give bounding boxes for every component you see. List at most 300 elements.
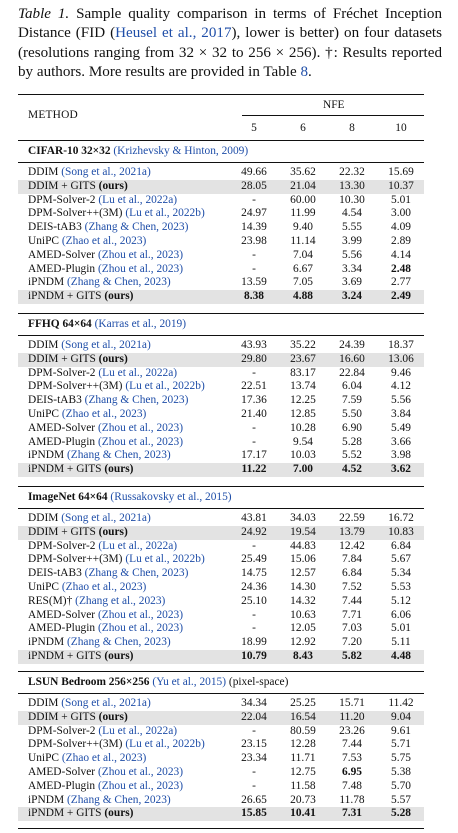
method-name: DDIM + GITS [28,710,96,723]
fid-value-cell: 6.67 [293,262,313,275]
method-citation-link[interactable]: (Lu et al., 2022a) [98,193,178,206]
method-citation-link[interactable]: (Zhang & Chen, 2023) [66,636,171,649]
fid-value-cell: 10.83 [388,525,414,538]
method-cell [28,738,205,752]
fid-value-cell: 5.50 [342,407,362,420]
fid-value-cell: 3.69 [342,276,362,289]
dataset-citation-link[interactable]: (Karras et al., 2019) [94,318,187,330]
method-name: DDIM [28,512,59,524]
fid-value-cell: 4.09 [391,221,411,234]
method-cell [28,166,151,180]
fid-value-cell: 35.62 [290,166,316,178]
fid-value-cell: 24.36 [241,580,267,593]
method-name: DDIM [28,166,59,178]
method-cell [28,339,151,353]
fid-value-cell: 12.05 [290,622,316,635]
fid-value-cell: 15.06 [290,553,316,566]
fid-value-cell: 3.00 [391,207,411,220]
table-row [18,697,424,711]
method-cell [28,367,177,381]
fid-value-cell: 25.49 [241,553,267,566]
method-citation-link[interactable]: (Zhang & Chen, 2023) [84,221,189,234]
method-cell [28,194,177,208]
table-row [18,622,424,636]
fid-value-cell: 9.54 [293,435,313,448]
fid-value-cell: 26.65 [241,793,267,806]
fid-value-cell: 17.36 [241,394,267,407]
fid-value-cell: 15.85 [241,807,267,820]
fid-value-cell: 9.46 [391,366,411,379]
table-row [18,512,424,526]
method-cell [28,622,183,636]
method-cell [28,449,171,463]
fid-value-cell: 2.49 [391,290,411,303]
table-row [18,725,424,739]
method-name: iPNDM [28,449,65,462]
table-row [18,636,424,650]
method-name: DPM-Solver-2 [28,193,96,206]
method-citation-link[interactable]: (Zhou et al., 2023) [97,608,184,621]
fid-value-cell: 7.03 [342,622,362,635]
table-row [18,540,424,554]
fid-value-cell: 11.99 [290,207,316,220]
fid-value-cell: 11.22 [241,463,267,476]
dataset-citation-link[interactable]: (Krizhevsky & Hinton, 2009) [113,145,249,157]
fid-value-cell: 34.03 [290,512,316,524]
ours-tag: (ours) [98,525,128,538]
section-rule [18,693,424,694]
fid-value-cell: 5.71 [391,738,411,751]
method-name: DEIS-tAB3 [28,221,82,234]
fid-value-cell: 43.81 [241,512,267,524]
fid-value-cell: 11.58 [290,779,316,792]
fid-value-cell: 5.49 [391,421,411,434]
fid-value-cell: 3.99 [342,234,362,247]
fid-value-cell: 29.80 [241,352,267,365]
fid-value-cell: 19.54 [290,525,316,538]
fid-value-cell: 80.59 [290,724,316,737]
fid-value-cell: - [252,724,256,737]
method-name: DPM-Solver-2 [28,366,96,379]
method-name: DDIM + GITS [28,352,96,365]
table-row [18,367,424,381]
method-cell [28,780,183,794]
nfe-step-header: 5 [251,122,257,134]
fid-value-cell: 12.57 [290,567,316,580]
fid-value-cell: 3.84 [391,407,411,420]
method-cell [28,463,133,477]
fid-value-cell: 4.52 [342,463,362,476]
dataset-heading [18,314,424,335]
method-cell [28,540,177,554]
nfe-step-headers [18,122,424,136]
method-name: AMED-Solver [28,421,96,434]
table-row [18,339,424,353]
fid-value-cell: 5.56 [342,248,362,261]
method-name: AMED-Plugin [28,262,96,275]
fid-value-cell: 5.82 [342,649,362,662]
fid-value-cell: 8.38 [244,290,264,303]
method-cell [28,512,151,526]
method-name: DDIM + GITS [28,525,96,538]
method-name: iPNDM + GITS [28,649,102,662]
method-citation-link[interactable]: (Zhang & Chen, 2023) [66,449,171,462]
ours-tag: (ours) [104,649,134,662]
fid-value-cell: 49.66 [241,166,267,178]
fid-value-cell: - [252,765,256,778]
method-citation-link[interactable]: (Zhang & Chen, 2023) [84,567,189,580]
dataset-title: CIFAR-10 32×32 [28,145,111,157]
method-citation-link[interactable]: (Zhao et al., 2023) [61,580,147,593]
table-row-ours [18,807,424,821]
dataset-heading [18,141,424,162]
table-row [18,553,424,567]
method-cell [28,636,171,650]
method-name: AMED-Plugin [28,435,96,448]
table-row [18,436,424,450]
fid-value-cell: 34.34 [241,697,267,709]
method-citation-link[interactable]: (Lu et al., 2022a) [98,539,178,552]
caption-text: Sample quality comparison in terms of Fréchet Inception Distance (FID ( [18,6,442,42]
fid-value-cell: 5.12 [391,594,411,607]
method-citation-link[interactable]: (Lu et al., 2022b) [125,553,205,566]
method-name: iPNDM + GITS [28,463,102,476]
fid-value-cell: 60.00 [290,193,316,206]
table-row [18,394,424,408]
method-citation-link[interactable]: (Song et al., 2021a) [61,339,151,351]
fid-value-cell: 83.17 [290,366,316,379]
method-name: AMED-Solver [28,608,96,621]
fid-value-cell: 7.53 [342,752,362,765]
table-row-ours [18,650,424,664]
section-rule [18,508,424,509]
fid-value-cell: 7.48 [342,779,362,792]
fid-value-cell: - [252,622,256,635]
fid-value-cell: 18.37 [388,339,414,351]
method-citation-link[interactable]: (Zhou et al., 2023) [97,779,184,792]
fid-value-cell: 8.43 [293,649,313,662]
method-name: RES(M)† [28,594,73,607]
fid-value-cell: 10.37 [388,179,414,192]
fid-value-cell: 6.84 [342,567,362,580]
fid-value-cell: 2.89 [391,234,411,247]
fid-value-cell: 21.04 [290,179,316,192]
method-cell [28,595,165,609]
fid-value-cell: 5.52 [342,449,362,462]
method-name: AMED-Plugin [28,779,96,792]
method-name: iPNDM [28,636,65,649]
method-name: iPNDM + GITS [28,290,102,303]
method-cell [28,794,171,808]
method-cell [28,697,151,711]
dataset-heading [18,672,424,693]
dataset-section [18,313,424,477]
fid-value-cell: 22.04 [241,710,267,723]
method-cell [28,263,183,277]
method-citation-link[interactable]: (Zhang & Chen, 2023) [84,394,189,407]
method-cell [28,581,146,595]
method-cell [28,766,183,780]
table-row [18,752,424,766]
fid-value-cell: 12.75 [290,765,316,778]
dataset-section [18,140,424,304]
dataset-citation-link[interactable]: (Russakovsky et al., 2015) [110,491,232,503]
method-citation-link[interactable]: (Zhou et al., 2023) [97,248,184,261]
fid-value-cell: 23.26 [339,724,365,737]
method-citation-link[interactable]: (Zhang & Chen, 2023) [66,793,171,806]
method-name: iPNDM [28,276,65,289]
fid-value-cell: - [252,435,256,448]
method-citation-link[interactable]: (Song et al., 2021a) [61,512,151,524]
method-citation-link[interactable]: (Zhao et al., 2023) [61,234,147,247]
table-row [18,276,424,290]
nfe-column-header: NFE [323,99,345,111]
table-row [18,609,424,623]
fid-value-cell: 5.67 [391,553,411,566]
fid-value-cell: 5.53 [391,580,411,593]
fid-value-cell: 5.11 [391,636,411,649]
fid-value-cell: 23.67 [290,352,316,365]
fid-value-cell: 4.14 [391,248,411,261]
fid-value-cell: 7.84 [342,553,362,566]
fid-value-cell: 24.97 [241,207,267,220]
method-citation-link[interactable]: (Lu et al., 2022a) [98,724,178,737]
dataset-section [18,671,424,821]
method-citation-link[interactable]: (Zhao et al., 2023) [61,752,147,765]
table-row [18,595,424,609]
dataset-note: (pixel-space) [228,676,289,688]
method-citation-link[interactable]: (Zhang & Chen, 2023) [66,276,171,289]
table-top-rule [18,94,424,95]
fid-value-cell: 11.14 [290,234,316,247]
dataset-section [18,486,424,664]
fid-value-cell: 5.55 [342,221,362,234]
fid-value-cell: 4.88 [293,290,313,303]
method-citation-link[interactable]: (Zhang et al., 2023) [75,594,166,607]
fid-value-cell: 13.79 [339,525,365,538]
method-cell [28,290,133,304]
method-citation-link[interactable]: (Zhao et al., 2023) [61,407,147,420]
fid-value-cell: - [252,193,256,206]
method-cell [28,526,128,540]
fid-value-cell: 7.20 [342,636,362,649]
fid-value-cell: 7.59 [342,394,362,407]
fid-value-cell: 10.03 [290,449,316,462]
method-name: DPM-Solver-2 [28,724,96,737]
method-citation-link[interactable]: (Lu et al., 2022b) [125,738,205,751]
fid-value-cell: 4.54 [342,207,362,220]
table-row [18,194,424,208]
method-cell [28,408,146,422]
fid-value-cell: 9.40 [293,221,313,234]
fid-value-cell: 10.28 [290,421,316,434]
fid-value-cell: 5.01 [391,193,411,206]
method-citation-link[interactable]: (Zhou et al., 2023) [97,765,184,778]
fid-value-cell: 13.59 [241,276,267,289]
fid-value-cell: 6.95 [342,765,362,778]
method-cell [28,180,128,194]
fid-value-cell: 23.34 [241,752,267,765]
fid-value-cell: 20.73 [290,793,316,806]
method-cell [28,752,146,766]
ours-tag: (ours) [98,179,128,192]
method-name: AMED-Solver [28,248,96,261]
ours-tag: (ours) [104,290,134,303]
fid-value-cell: 15.71 [339,697,365,709]
section-rule [18,162,424,163]
fid-value-cell: 22.32 [339,166,365,178]
table-row [18,422,424,436]
dataset-citation-link[interactable]: (Yu et al., 2015) [152,676,227,688]
method-column-header: METHOD [28,109,78,121]
fid-value-cell: 6.84 [391,539,411,552]
table-row [18,380,424,394]
fid-value-cell: - [252,779,256,792]
method-citation-link[interactable]: (Lu et al., 2022a) [98,366,178,379]
table-reference-link[interactable]: 8 [300,64,308,81]
fid-value-cell: 7.52 [342,580,362,593]
fid-value-cell: 7.31 [342,807,362,820]
fid-value-cell: 11.71 [290,752,316,765]
fid-value-cell: 13.30 [339,179,365,192]
citation-link[interactable]: Heusel et al., 2017 [115,25,232,42]
fid-value-cell: 22.59 [339,512,365,524]
method-name: AMED-Plugin [28,622,96,635]
fid-value-cell: 43.93 [241,339,267,351]
fid-value-cell: 2.48 [391,262,411,275]
table-row [18,567,424,581]
method-citation-link[interactable]: (Lu et al., 2022b) [125,380,205,393]
fid-value-cell: 22.51 [241,380,267,393]
fid-value-cell: 7.00 [293,463,313,476]
method-cell [28,221,188,235]
fid-value-cell: 5.01 [391,622,411,635]
method-name: DDIM [28,339,59,351]
fid-value-cell: 25.25 [290,697,316,709]
fid-value-cell: - [252,248,256,261]
nfe-step-header: 8 [349,122,355,134]
method-cell [28,807,133,821]
method-cell [28,353,128,367]
fid-value-cell: - [252,366,256,379]
ours-tag: (ours) [98,710,128,723]
fid-value-cell: 7.05 [293,276,313,289]
method-cell [28,436,183,450]
fid-value-cell: 11.78 [339,793,365,806]
table-row [18,221,424,235]
method-citation-link[interactable]: (Zhou et al., 2023) [97,622,184,635]
method-cell [28,249,183,263]
fid-value-cell: 6.90 [342,421,362,434]
fid-value-cell: 5.28 [391,807,411,820]
method-cell [28,711,128,725]
fid-value-cell: 5.38 [391,765,411,778]
fid-value-cell: - [252,421,256,434]
method-citation-link[interactable]: (Lu et al., 2022b) [125,207,205,220]
fid-value-cell: 44.83 [290,539,316,552]
fid-value-cell: 16.60 [339,352,365,365]
table-row-ours [18,463,424,477]
fid-value-cell: 12.28 [290,738,316,751]
fid-value-cell: 3.24 [342,290,362,303]
method-cell [28,422,183,436]
table-row [18,408,424,422]
method-citation-link[interactable]: (Song et al., 2021a) [61,166,151,178]
table-row-ours [18,353,424,367]
nfe-step-header: 10 [395,122,407,134]
fid-value-cell: 14.39 [241,221,267,234]
method-name: DPM-Solver-2 [28,539,96,552]
method-citation-link[interactable]: (Song et al., 2021a) [61,697,151,709]
fid-value-cell: 11.42 [388,697,414,709]
method-cell [28,725,177,739]
method-cell [28,650,133,664]
fid-value-cell: 15.69 [388,166,414,178]
method-name: DPM-Solver++(3M) [28,738,123,751]
method-name: DEIS-tAB3 [28,567,82,580]
method-citation-link[interactable]: (Zhou et al., 2023) [97,435,184,448]
table-row [18,581,424,595]
table-row [18,263,424,277]
fid-value-cell: 5.34 [391,567,411,580]
fid-value-cell: 11.20 [339,710,365,723]
table-row [18,449,424,463]
method-name: iPNDM [28,793,65,806]
table-row-ours [18,290,424,304]
table-bottom-rule [18,828,424,829]
method-name: UniPC [28,234,60,247]
fid-value-cell: 23.98 [241,234,267,247]
method-citation-link[interactable]: (Zhou et al., 2023) [97,421,184,434]
method-cell [28,235,146,249]
fid-value-cell: 5.56 [391,394,411,407]
fid-value-cell: 24.92 [241,525,267,538]
fid-value-cell: 14.32 [290,594,316,607]
table-row [18,235,424,249]
fid-value-cell: 21.40 [241,407,267,420]
table-row [18,738,424,752]
fid-value-cell: 12.92 [290,636,316,649]
fid-value-cell: 25.10 [241,594,267,607]
fid-value-cell: 3.62 [391,463,411,476]
ours-tag: (ours) [98,352,128,365]
fid-value-cell: 22.84 [339,366,365,379]
method-name: DEIS-tAB3 [28,394,82,407]
fid-value-cell: 5.75 [391,752,411,765]
fid-value-cell: 6.04 [342,380,362,393]
table-row [18,249,424,263]
fid-value-cell: 14.30 [290,580,316,593]
section-rule [18,335,424,336]
fid-value-cell: 35.22 [290,339,316,351]
fid-value-cell: 14.75 [241,567,267,580]
fid-value-cell: 9.04 [391,710,411,723]
fid-value-cell: 3.34 [342,262,362,275]
fid-value-cell: 10.63 [290,608,316,621]
fid-value-cell: 5.57 [391,793,411,806]
fid-value-cell: 4.12 [391,380,411,393]
method-name: UniPC [28,407,60,420]
fid-value-cell: 3.66 [391,435,411,448]
method-cell [28,553,205,567]
method-citation-link[interactable]: (Zhou et al., 2023) [97,262,184,275]
dataset-title: FFHQ 64×64 [28,318,92,330]
fid-value-cell: 13.06 [388,352,414,365]
fid-value-cell: 5.28 [342,435,362,448]
fid-value-cell: 16.54 [290,710,316,723]
caption-text: . [308,64,312,81]
fid-value-cell: 3.98 [391,449,411,462]
